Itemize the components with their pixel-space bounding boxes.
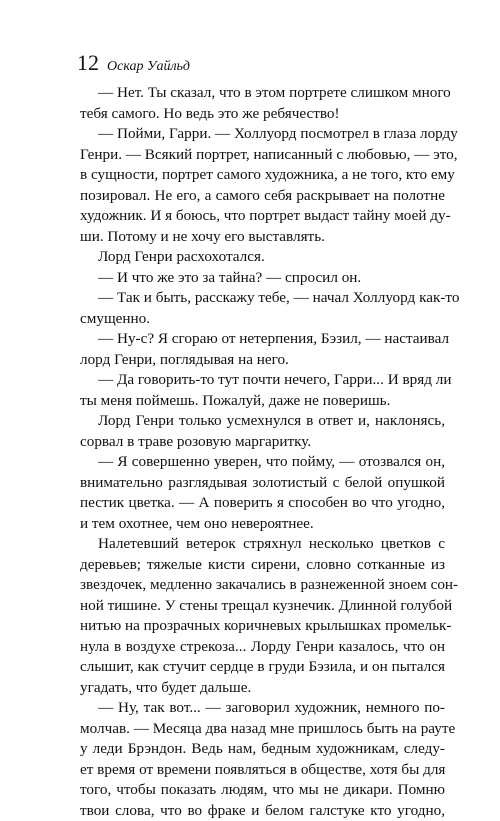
text-line: ты меня поймешь. Пожалуй, даже не поверишь. [80, 391, 445, 412]
text-line: слышит, как стучит сердце в груди Бэзила, и он пытался [80, 657, 445, 678]
text-line: тебя самого. Но ведь это же ребячество! [80, 104, 445, 125]
text-line: ши. Потому и не хочу его выставлять. [80, 227, 445, 248]
text-line: того, чтобы показать людям, что мы не дикари. Помню [80, 780, 445, 801]
text-line: и тем охотнее, чем оно невероятнее. [80, 514, 445, 535]
text-line: — Я совершенно уверен, что пойму, — отозвался он, [80, 452, 445, 473]
text-line: художник. И я боюсь, что портрет выдаст тайну моей ду- [80, 206, 445, 227]
text-line: Генри. — Всякий портрет, написанный с любовью, — это, [80, 145, 445, 166]
text-line: угадать, что будет дальше. [80, 678, 445, 699]
text-line: сорвал в траве розовую маргаритку. [80, 432, 445, 453]
text-line: лорд Генри, поглядывая на него. [80, 350, 445, 371]
text-line: — Да говорить-то тут почти нечего, Гарри... И вряд ли [80, 370, 445, 391]
text-line: — Нет. Ты сказал, что в этом портрете слишком много [80, 83, 445, 104]
body-text [80, 83, 445, 821]
text-line: молчав. — Месяца два назад мне пришлось быть на рауте [80, 719, 445, 740]
text-line: в сущности, портрет самого художника, а не того, кто ему [80, 165, 445, 186]
text-line: нула в воздухе стрекоза... Лорду Генри казалось, что он [80, 637, 445, 658]
text-line: Лорд Генри расхохотался. [80, 247, 445, 268]
text-line: внимательно разглядывая золотистый с белой опушкой [80, 473, 445, 494]
text-line: — Пойми, Гарри. — Холлуорд посмотрел в глаза лорду [80, 124, 445, 145]
text-line: ет время от времени появляться в обществе, хотя бы для [80, 760, 445, 781]
text-line: Налетевший ветерок стряхнул несколько цветков с [80, 534, 445, 555]
text-line: пестик цветка. — А поверить я способен во что угодно, [80, 493, 445, 514]
text-line: — И что же это за тайна? — спросил он. [80, 268, 445, 289]
text-line: у леди Брэндон. Ведь нам, бедным художникам, следу- [80, 739, 445, 760]
text-line: нитью на прозрачных коричневых крылышках промельк- [80, 616, 445, 637]
text-line: позировал. Не его, а самого себя раскрывает на полотне [80, 186, 445, 207]
text-line: ной тишине. У стены трещал кузнечик. Длинной голубой [80, 596, 445, 617]
text-line: твои слова, что во фраке и белом галстуке кто угодно, [80, 801, 445, 821]
page-header [77, 49, 437, 77]
text-line: деревьев; тяжелые кисти сирени, словно сотканные из [80, 555, 445, 576]
text-line: смущенно. [80, 309, 445, 330]
text-line: Лорд Генри только усмехнулся в ответ и, наклонясь, [80, 411, 445, 432]
running-head-author: Оскар Уайльд [107, 59, 190, 74]
text-line: — Так и быть, расскажу тебе, — начал Холлуорд как-то [80, 288, 445, 309]
page-number: 12 [77, 50, 99, 75]
text-line: — Ну-с? Я сгораю от нетерпения, Бэзил, — настаивал [80, 329, 445, 350]
text-line: звездочек, медленно закачались в разнеженной зноем сон- [80, 575, 445, 596]
text-line: — Ну, так вот... — заговорил художник, немного по- [80, 698, 445, 719]
